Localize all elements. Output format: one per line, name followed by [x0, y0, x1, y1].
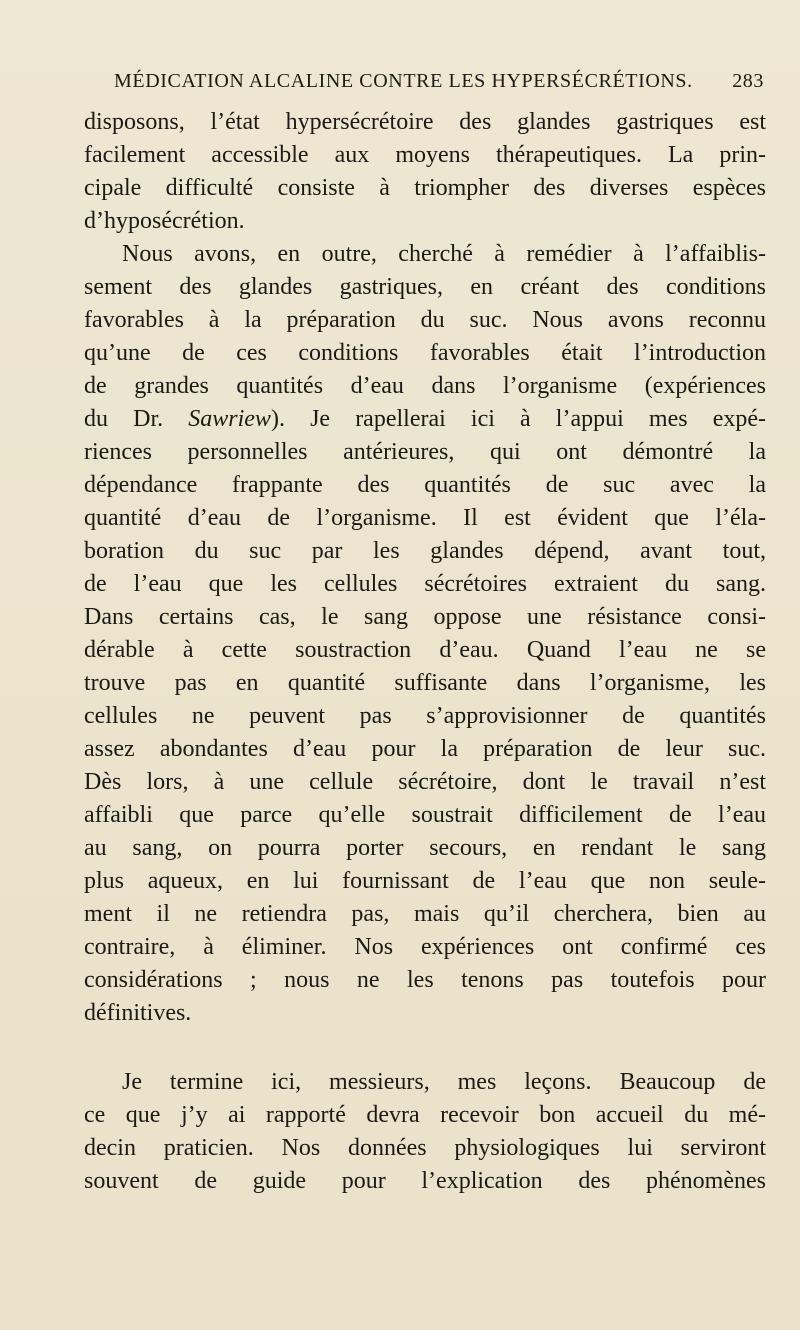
text-line: du Dr. Sawriew). Je rapellerai ici à l’appui mes expé-: [84, 406, 767, 432]
text-line: plus aqueux, en lui fournissant de l’eau que non seule-: [84, 868, 766, 894]
text-line: quantité d’eau de l’organisme. Il est évident que l’éla-: [84, 505, 766, 531]
text-line: favorables à la préparation du suc. Nous avons reconnu: [84, 307, 766, 333]
text-line: dérable à cette soustraction d’eau. Quand l’eau ne se: [84, 637, 766, 663]
text-line: définitives.: [84, 1000, 192, 1026]
text-line: considérations ; nous ne les tenons pas toutefois pour: [84, 967, 766, 993]
text-line: boration du suc par les glandes dépend, avant tout,: [84, 538, 766, 564]
text-line: cellules ne peuvent pas s’approvisionner de quantités: [84, 703, 766, 729]
text-line: riences personnelles antérieures, qui ont démontré la: [84, 439, 766, 465]
paragraph-gap: [84, 1030, 766, 1066]
text-line: disposons, l’état hypersécrétoire des glandes gastriques est: [84, 109, 766, 135]
text-line: ce que j’y ai rapporté devra recevoir bon accueil du mé-: [84, 1102, 766, 1128]
text-line: Dès lors, à une cellule sécrétoire, dont le travail n’est: [84, 769, 766, 795]
text-line: de l’eau que les cellules sécrétoires extraient du sang.: [84, 571, 766, 597]
text-line: souvent de guide pour l’explication des phénomènes: [84, 1168, 766, 1194]
paragraph-1: [84, 106, 766, 238]
text-line: ment il ne retiendra pas, mais qu’il cherchera, bien au: [84, 901, 766, 927]
running-title: MÉDICATION ALCALINE CONTRE LES HYPERSÉCRÉTIONS.: [114, 70, 693, 92]
text-line: de grandes quantités d’eau dans l’organisme (expériences: [84, 373, 766, 399]
paragraph-2: [84, 238, 766, 1030]
body-text: [84, 106, 766, 1198]
text-line: trouve pas en quantité suffisante dans l’organisme, les: [84, 670, 766, 696]
text-line: cipale difficulté consiste à triompher des diverses espèces: [84, 175, 766, 201]
text-line: d’hyposécrétion.: [84, 208, 245, 234]
text-line: au sang, on pourra porter secours, en rendant le sang: [84, 835, 766, 861]
page-number: 283: [732, 70, 764, 92]
text-line: sement des glandes gastriques, en créant des conditions: [84, 274, 766, 300]
paragraph-3: [84, 1066, 766, 1198]
text-line: facilement accessible aux moyens thérapeutiques. La prin-: [84, 142, 766, 168]
running-head: [114, 66, 764, 96]
text-line: affaibli que parce qu’elle soustrait difficilement de l’eau: [84, 802, 766, 828]
text-line: Je termine ici, messieurs, mes leçons. Beaucoup de: [122, 1069, 766, 1095]
text-line: decin praticien. Nos données physiologiques lui serviront: [84, 1135, 766, 1161]
text-line: qu’une de ces conditions favorables était l’introduction: [84, 340, 766, 366]
text-line: Nous avons, en outre, cherché à remédier à l’affaiblis-: [122, 241, 766, 267]
text-line: contraire, à éliminer. Nos expériences ont confirmé ces: [84, 934, 766, 960]
text-line: dépendance frappante des quantités de suc avec la: [84, 472, 766, 498]
text-line: assez abondantes d’eau pour la préparation de leur suc.: [84, 736, 766, 762]
text-line: Dans certains cas, le sang oppose une résistance consi-: [84, 604, 766, 630]
